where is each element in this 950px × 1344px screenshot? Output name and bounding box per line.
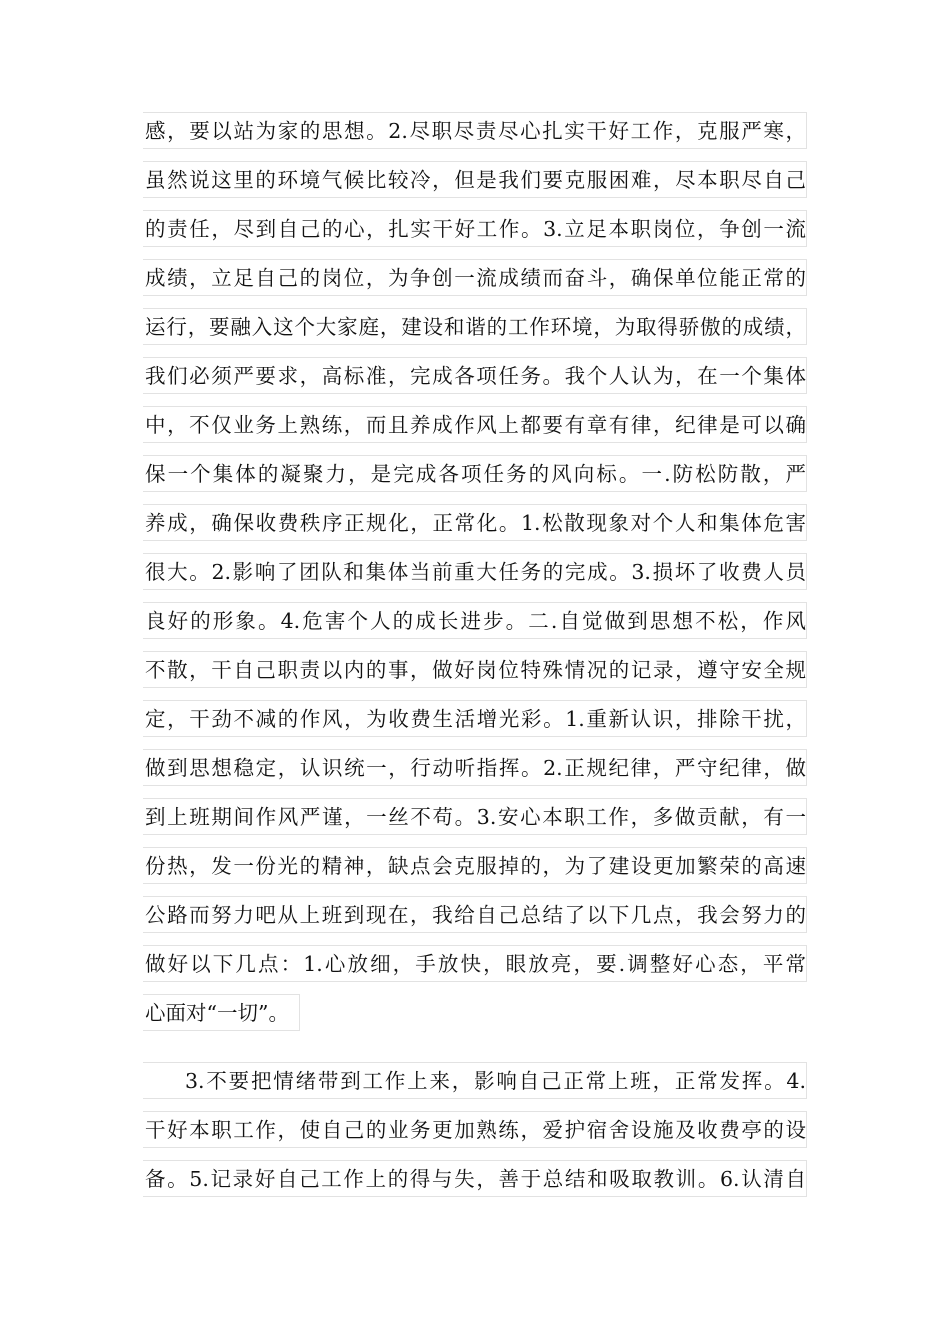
text-line: 公路而努力吧从上班到现在，我给自己总结了以下几点，我会努力的 bbox=[143, 896, 807, 933]
text-line: 不散，干自己职责以内的事，做好岗位特殊情况的记录，遵守安全规 bbox=[143, 651, 807, 688]
text-line: 我们必须严要求，高标准，完成各项任务。我个人认为，在一个集体 bbox=[143, 357, 807, 394]
text-line: 养成，确保收费秩序正规化，正常化。1.松散现象对个人和集体危害 bbox=[143, 504, 807, 541]
text-line: 虽然说这里的环境气候比较冷，但是我们要克服困难，尽本职尽自己 bbox=[143, 161, 807, 198]
text-line: 份热，发一份光的精神，缺点会克服掉的，为了建设更加繁荣的高速 bbox=[143, 847, 807, 884]
paragraph-1 bbox=[143, 112, 807, 1047]
text-line: 定，干劲不减的作风，为收费生活增光彩。1.重新认识，排除干扰， bbox=[143, 700, 807, 737]
text-line: 中，不仅业务上熟练，而且养成作风上都要有章有律，纪律是可以确 bbox=[143, 406, 807, 443]
text-line: 做到思想稳定，认识统一，行动听指挥。2.正规纪律，严守纪律，做 bbox=[143, 749, 807, 786]
text-line: 的责任，尽到自己的心，扎实干好工作。3.立足本职岗位，争创一流 bbox=[143, 210, 807, 247]
text-line: 做好以下几点：1.心放细，手放快，眼放亮，要.调整好心态，平常 bbox=[143, 945, 807, 982]
text-line: 心面对“一切”。 bbox=[143, 994, 300, 1031]
text-line: 3.不要把情绪带到工作上来，影响自己正常上班，正常发挥。4. bbox=[143, 1062, 807, 1099]
text-line: 成绩，立足自己的岗位，为争创一流成绩而奋斗，确保单位能正常的 bbox=[143, 259, 807, 296]
text-line: 运行，要融入这个大家庭，建设和谐的工作环境，为取得骄傲的成绩， bbox=[143, 308, 807, 345]
text-line: 到上班期间作风严谨，一丝不苟。3.安心本职工作，多做贡献，有一 bbox=[143, 798, 807, 835]
paragraph-2 bbox=[143, 1062, 807, 1209]
text-line: 保一个集体的凝聚力，是完成各项任务的风向标。一.防松防散，严 bbox=[143, 455, 807, 492]
text-line: 干好本职工作，使自己的业务更加熟练，爱护宿舍设施及收费亭的设 bbox=[143, 1111, 807, 1148]
text-line: 良好的形象。4.危害个人的成长进步。二.自觉做到思想不松，作风 bbox=[143, 602, 807, 639]
text-line: 很大。2.影响了团队和集体当前重大任务的完成。3.损坏了收费人员 bbox=[143, 553, 807, 590]
text-line: 备。5.记录好自己工作上的得与失，善于总结和吸取教训。6.认清自 bbox=[143, 1160, 807, 1197]
text-line: 感，要以站为家的思想。2.尽职尽责尽心扎实干好工作，克服严寒， bbox=[143, 112, 807, 149]
